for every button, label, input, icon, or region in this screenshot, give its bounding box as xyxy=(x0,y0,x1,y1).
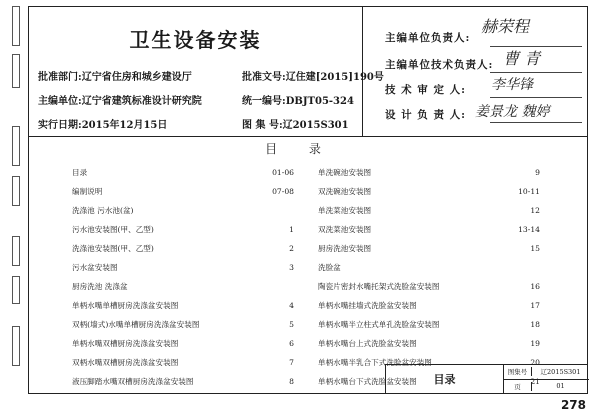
binding-mark xyxy=(12,236,20,266)
toc-row[interactable] xyxy=(72,163,294,182)
toc-row[interactable] xyxy=(318,163,540,182)
title-block-divider xyxy=(504,379,589,380)
toc-row[interactable] xyxy=(318,239,540,258)
toc-entry-title: 双洗菜池安装图 xyxy=(318,225,372,234)
toc-entry-title: 陶瓷片密封水嘴托架式洗脸盆安装图 xyxy=(318,282,440,291)
toc-entry-title: 双柄水嘴双槽厨房洗涤盆安装图 xyxy=(72,358,179,367)
toc-entry-title: 单柄水嘴半乳合下式洗脸盆安装图 xyxy=(318,358,432,367)
page-number: 278 xyxy=(560,398,586,412)
signature-label: 主编单位负责人: xyxy=(385,32,471,44)
signature: 曹 青 xyxy=(503,49,541,68)
toc-entry-page: 20 xyxy=(530,358,540,367)
toc-section xyxy=(72,201,294,220)
toc-entry-title: 单洗碗池安装图 xyxy=(318,168,372,177)
toc-entry-title: 单柄水嘴单槽厨房洗涤盆安装图 xyxy=(72,301,179,310)
toc-entry-page: 10-11 xyxy=(518,187,540,196)
signature: 赫荣程 xyxy=(481,17,530,36)
toc-entry-title: 厨房洗池安装图 xyxy=(318,244,372,253)
toc-row[interactable] xyxy=(72,220,294,239)
toc-entry-page: 21 xyxy=(530,377,540,386)
toc-entry-title: 洗涤池安装图(甲、乙型) xyxy=(72,244,154,253)
toc-row[interactable] xyxy=(318,277,540,296)
toc-entry-page: 18 xyxy=(530,320,540,329)
title-block-name: 目录 xyxy=(386,365,504,394)
signature: 李华锋 xyxy=(491,77,533,93)
toc-row[interactable] xyxy=(318,201,540,220)
toc-entry-page: 3 xyxy=(289,263,294,272)
toc-entry-page: 8 xyxy=(289,377,294,386)
signature-line xyxy=(490,72,582,73)
toc-row[interactable] xyxy=(318,296,540,315)
page-title: 卫生设备安装 xyxy=(129,28,262,52)
toc-entry-title: 污水盆安装图 xyxy=(72,263,118,272)
toc-entry-title: 单柄水嘴半立柱式单孔洗脸盆安装图 xyxy=(318,320,440,329)
toc-section xyxy=(318,258,540,277)
toc-entry-page: 4 xyxy=(289,301,294,310)
toc-entry-title: 目录 xyxy=(72,168,88,177)
toc-entry-title: 单柄水嘴双槽厨房洗涤盆安装图 xyxy=(72,339,179,348)
toc-section-title: 厨房洗池 洗涤盆 xyxy=(72,282,128,291)
binding-mark xyxy=(12,326,20,366)
signature-block xyxy=(363,6,588,136)
toc-entry-page: 1 xyxy=(289,225,294,234)
toc-row[interactable] xyxy=(318,182,540,201)
toc-row[interactable] xyxy=(72,315,294,334)
toc-entry-page: 7 xyxy=(289,358,294,367)
toc-entry-title: 液压脚踏水嘴双槽厨房洗涤盆安装图 xyxy=(72,377,194,386)
signature-label: 技 术 审 定 人: xyxy=(385,84,466,96)
unified-number: 统一编号:DBJT05-324 xyxy=(242,96,354,107)
toc-entry-page: 12 xyxy=(530,206,540,215)
signature-label: 主编单位技术负责人: xyxy=(385,59,494,71)
toc-row[interactable] xyxy=(72,258,294,277)
toc-entry-page: 6 xyxy=(289,339,294,348)
toc-row[interactable] xyxy=(318,220,540,239)
toc-entry-page: 9 xyxy=(535,168,540,177)
binding-margin xyxy=(6,6,28,394)
page-label: 页 xyxy=(504,382,532,391)
toc-row[interactable] xyxy=(318,315,540,334)
toc-entry-title: 双柄(墙式)水嘴单槽厨房洗涤盆安装图 xyxy=(72,320,200,329)
effective-date: 实行日期:2015年12月15日 xyxy=(38,120,168,131)
toc-section-title: 洗脸盆 xyxy=(318,263,341,272)
toc-entry-title: 单柄水嘴台上式洗脸盆安装图 xyxy=(318,339,417,348)
atlas-value: 辽2015S301 xyxy=(540,368,581,376)
toc-row[interactable] xyxy=(72,182,294,201)
toc-row[interactable] xyxy=(318,334,540,353)
atlas-number: 图 集 号:辽2015S301 xyxy=(242,120,349,131)
toc-section xyxy=(72,277,294,296)
toc-row[interactable] xyxy=(72,353,294,372)
toc-right-column xyxy=(318,163,540,391)
toc-entry-title: 单柄水嘴挂墙式洗脸盆安装图 xyxy=(318,301,417,310)
approval-doc: 批准文号:辽住建[2015]190号 xyxy=(242,72,384,83)
toc-row[interactable] xyxy=(72,372,294,391)
toc-entry-page: 19 xyxy=(530,339,540,348)
page-value: 01 xyxy=(556,382,565,390)
toc-entry-page: 5 xyxy=(289,320,294,329)
toc-row[interactable] xyxy=(72,334,294,353)
toc-section-title: 洗涤池 污水池(盆) xyxy=(72,206,134,215)
editor-unit: 主编单位:辽宁省建筑标准设计研究院 xyxy=(38,96,202,107)
toc-entry-title: 编制说明 xyxy=(72,187,103,196)
toc-entry-page: 2 xyxy=(289,244,294,253)
binding-mark xyxy=(12,176,20,206)
toc-row[interactable] xyxy=(72,296,294,315)
toc-entry-title: 污水池安装图(甲、乙型) xyxy=(72,225,154,234)
approval-dept: 批准部门:辽宁省住房和城乡建设厅 xyxy=(38,72,192,83)
binding-mark xyxy=(12,276,20,304)
toc-title: 目 录 xyxy=(265,142,335,156)
signature-line xyxy=(490,97,582,98)
toc-entry-page: 17 xyxy=(530,301,540,310)
toc-row[interactable] xyxy=(72,239,294,258)
toc-entry-title: 单柄水嘴台下式洗脸盆安装图 xyxy=(318,377,417,386)
toc-entry-page: 16 xyxy=(530,282,540,291)
toc-entry-page: 13-14 xyxy=(518,225,540,234)
title-block xyxy=(385,364,588,394)
toc-entry-page: 01-06 xyxy=(272,168,294,177)
binding-mark xyxy=(12,54,20,88)
signature-label: 设 计 负 责 人: xyxy=(385,109,466,121)
toc-entry-title: 单洗菜池安装图 xyxy=(318,206,372,215)
header-divider xyxy=(28,136,588,137)
signature: 姜景龙 魏婷 xyxy=(475,104,550,120)
header-info xyxy=(28,6,384,136)
toc-entry-page: 15 xyxy=(530,244,540,253)
toc-entry-title: 双洗碗池安装图 xyxy=(318,187,372,196)
toc-left-column xyxy=(72,163,294,391)
signature-line xyxy=(490,122,582,123)
binding-mark xyxy=(12,6,20,46)
atlas-label: 图集号 xyxy=(504,367,532,376)
toc-entry-page: 07-08 xyxy=(272,187,294,196)
